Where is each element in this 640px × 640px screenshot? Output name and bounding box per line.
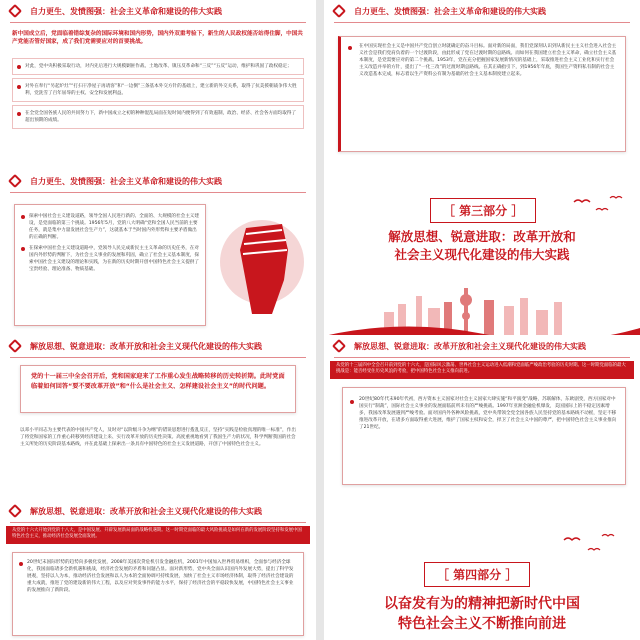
bullet-icon (17, 112, 21, 116)
part-label: ［ 第三部分 ］ (430, 198, 536, 223)
slide-header (0, 0, 316, 22)
header-title: 自力更生、发愤图强：社会主义革命和建设的伟大实践 (30, 6, 222, 16)
content-box (338, 36, 626, 152)
highlight-text: 党的十一届三中全会召开后，党和国家迎来了工作重心发生战略转移的历史转折期。此时党面临着如何回答“要不要改革开放”和“什么是社会主义、怎样建设社会主义”的时代问题。 (31, 373, 285, 390)
header-title: 解放思想、锐意进取：改革开放和社会主义现代化建设的伟大实践 (354, 341, 586, 351)
body-text: 在中国实现社会主义是中国共产党自创立时就确定的奋斗目标。面对新的局面，我们党深刻认识到从新民主主义社会进入社会主义社会是我们党肩负着的一个过渡阶段，由此形成了党在过渡时期的总路线。而如何在我国建立社会主义革命，确立社会主义基本制度，是党需要应对的第二个挑战。1953年，党在充分把握国家发展新情况的基础上，采取推进社会主义工业化和实行社会主义改造并举的方针，提出了“一化三改”的过渡时期总路线。在其正确指引下，到1956年年底，我国生产资料私有制的社会主义改造基本完成，标志着以生产资料公有制为基础的社会主义基本制度建立起来。 (359, 44, 617, 77)
header-divider (334, 22, 630, 23)
header-title: 自力更生、发愤图强：社会主义革命和建设的伟大实践 (354, 6, 546, 16)
diamond-icon (332, 4, 346, 18)
header-divider (10, 22, 306, 23)
bullet-icon (21, 247, 25, 251)
slide-header (0, 170, 316, 192)
header-title: 解放思想、锐意进取：改革开放和社会主义现代化建设的伟大实践 (30, 341, 262, 351)
content-box (342, 387, 626, 485)
paragraph: 在探索中国社会主义建设道路中，党领导人民完成新民主主义革命的历史任务，在对国内外形势的判断下，为社会主义事业的发展和巩固，确立了社会主义基本制度，探索中国社会主义建设的理论和实践，为在新的历史时期开创中国特色社会主义提供了宝贵经验、理论准备、物质基础。 (21, 245, 199, 273)
slide-8[interactable] (324, 500, 640, 640)
slide-header (324, 0, 640, 22)
diamond-icon (8, 339, 22, 353)
content-box (14, 204, 206, 326)
header-title: 解放思想、锐意进取：改革开放和社会主义现代化建设的伟大实践 (30, 506, 262, 516)
part-label: ［ 第四部分 ］ (424, 562, 530, 587)
paragraph: 探索中国社会主义建设道路，领导全国人民进行新的、全面的、大规模的社会主义建设，是党面临的第三个挑战。1956年5月，党的八大明确“党和全国人民当前的主要任务，就是集中力量发展社会生产力”，这就基本于当时国内外形势和主要矛盾做出的正确的判断。 (21, 213, 199, 241)
header-divider (334, 357, 630, 358)
list-item: 在全党全国各族人民的共同努力下，新中国成立之初的种种混乱局面在短时间内便得到了有效遏制，政治、经济、社会各方面均取得了超出预期的成绩。 (12, 105, 304, 129)
summary-band: 从党的十六大开始到党的十八大，是中国发展、开辟发展新局面的战略机遇期。这一时期党面临的最大风险挑战是如何在新的发展阶段坚持和发展中国特色社会主义，推动经济社会发展全面发展。 (6, 526, 310, 544)
bullet-icon (19, 562, 23, 566)
slide-3[interactable] (0, 170, 316, 348)
bullet-icon (17, 65, 21, 69)
diamond-icon (8, 504, 22, 518)
diamond-icon (8, 174, 22, 188)
bullet-icon (348, 46, 352, 50)
raised-fist-icon (216, 210, 308, 320)
diamond-icon (332, 339, 346, 353)
slide-2[interactable] (324, 0, 640, 178)
lead-text: 新中国成立后，党面临着错综复杂的国际环境和国内形势，国内外双重考验下，新生的人民政权能否站得住脚，中国共产党能否管好国家，成了我们党需要应对的首要挑战。 (12, 31, 303, 45)
summary-band: 从党的十三届四中全会召开前到党的十六大，是国际风云激荡、世界社会主义运动进入低潮和党面临严峻政治考验的历史时期。这一时期党面临的最大挑战是：能否经受住历史风浪的考验，把中国特色社会主义推向前进。 (330, 361, 634, 379)
birds-icon (570, 192, 626, 218)
slide-5[interactable] (0, 335, 316, 513)
list-item: 对外在奉行“另起炉灶”“打扫干净屋子再请客”和“一边倒”三条基本外交方针的基础上，建立新的外交关系，取得了抗美援朝战争伟大胜利，党洗雪了百年屈辱的主权、安全和发展利益。 (12, 78, 304, 102)
slide-header (0, 500, 316, 522)
list-item: 对此，党中央积极采取行动，对内先后进行大规模剿匪作战、土地改革、镇压反革命和“三反”“五反”运动，维护和巩固了政权稳定； (12, 58, 304, 75)
bullet-icon (350, 400, 354, 404)
birds-icon (560, 528, 620, 558)
bullet-icon (17, 85, 21, 89)
header-divider (10, 522, 306, 523)
slide-header (0, 335, 316, 357)
bullet-icon (21, 215, 25, 219)
header-title: 自力更生、发愤图强：社会主义革命和建设的伟大实践 (30, 176, 222, 186)
part-title: 解放思想、锐意进取：改革开放和 社会主义现代化建设的伟大实践 (388, 229, 576, 262)
header-divider (10, 192, 306, 193)
content-box (12, 552, 304, 636)
item-list (12, 58, 304, 132)
slide-6[interactable] (324, 335, 640, 513)
body-text: 20世纪80年代末90年代初，西方资本主义国家对社会主义国家大肆实施“和平演变”战略，苏联解体，东欧剧变，西方国家对中国实行“制裁”，国际社会主义事业的发展面临前所未有的严峻挑战。1997年亚洲金融危机爆发，美国国际上的不稳定因素增多，我国改革发展遇到严峻考验。面对国内外各种风险挑战，党中央带领全党全国各族人民坚持党的基本路线不动摇，坚定不移推进改革开放，在诸多方面取得重大进展，维护了国家主权和安全，捍卫了社会主义中国的尊严，把中国特色社会主义事业推向了21世纪。 (359, 397, 617, 430)
diamond-icon (8, 4, 22, 18)
part-title: 以奋发有为的精神把新时代中国 特色社会主义不断推向前进 (384, 596, 580, 632)
body-text: 以邓小平同志为主要代表的中国共产党人，及时对“以阶级斗争为纲”的错误思想进行拨乱反正，坚持“实践是检验真理的唯一标准”，作出了将党和国家的工作重心转移到经济建设上来、实行改革开放的历史性决策。高度重视地看到了我国生产力的状况，科学判断我国的社会主义所处的历史阶段基本路线，并在此基础上探索出一条具有中国特色的社会主义发展道路，开创了中国特色社会主义。 (20, 428, 296, 447)
highlight-box (20, 365, 296, 413)
slide-4[interactable] (324, 170, 640, 348)
slide-1[interactable] (0, 0, 316, 178)
slide-header (324, 335, 640, 357)
body-text: 20世纪末国际形势的趋势向多极化发展，2008年美国次贷危机引发金融危机，2001年中国加入世界贸易组织，全面参与经济全球化，我国面临诸多全新机遇和挑战，经济社会发展的矛盾和问题凸显。面对新形势，党中央全面认识国内外发展大势，提出了科学发展观，坚持以人为本，推动经济社会发展和以人为本的全面协调可持续发展，加快了社会主义市场经济体制，取得了经济社会建设的重大成就，推进了党的建设新的伟大工程，以及应对突发事件的能力水平，保持了经济社会的平稳较快发展，中国特色社会主义事业的发展推向了新阶段。 (27, 560, 294, 593)
slide-7[interactable] (0, 500, 316, 640)
header-divider (10, 357, 306, 358)
